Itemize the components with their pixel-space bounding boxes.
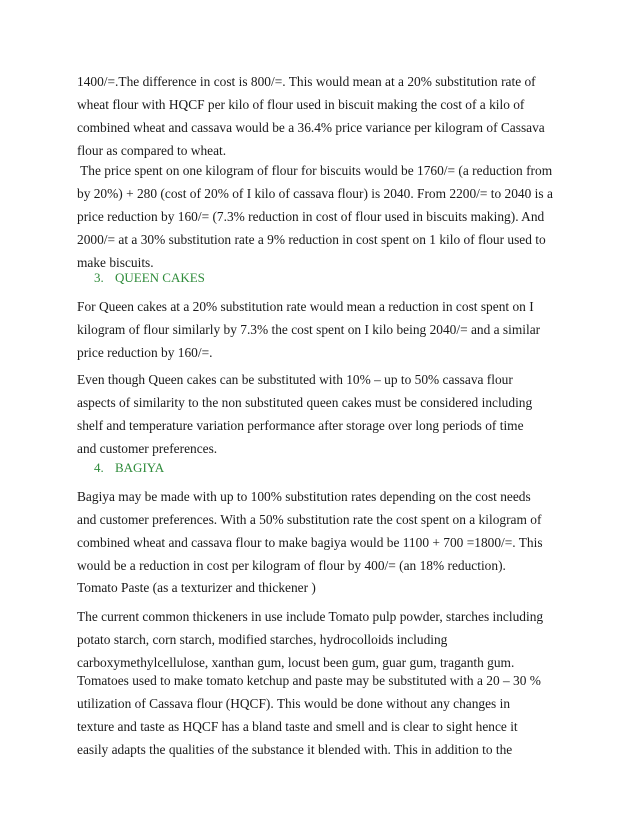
text-line: flour as compared to wheat. — [77, 143, 227, 158]
text-line: utilization of Cassava flour (HQCF). This would be done without any changes in — [77, 696, 511, 711]
text-line: aspects of similarity to the non substituted queen cakes must be considered including — [77, 395, 533, 410]
text-line: price reduction by 160/=. — [77, 345, 213, 360]
heading-number: 4. — [94, 460, 104, 475]
text-line: carboxymethylcellulose, xanthan gum, locust been gum, guar gum, traganth gum. — [77, 655, 515, 670]
heading-text: BAGIYA — [115, 460, 165, 475]
heading-text: QUEEN CAKES — [115, 270, 205, 285]
paragraph-bagiya — [77, 485, 565, 577]
section-heading-queen-cakes — [94, 268, 205, 288]
text-line: Tomato Paste (as a texturizer and thickener ) — [77, 580, 316, 595]
text-line: make biscuits. — [77, 255, 154, 270]
text-line: 1400/=.The difference in cost is 800/=. This would mean at a 20% substitution rate of — [77, 74, 536, 89]
text-line: and customer preferences. — [77, 441, 218, 456]
text-line: combined wheat and cassava flour to make bagiya would be 1100 + 700 =1800/=. This — [77, 535, 543, 550]
text-line: 2000/= at a 30% substitution rate a 9% reduction in cost spent on 1 kilo of flour used to — [77, 232, 546, 247]
paragraph-tomato-paste-title — [77, 576, 565, 599]
text-line: The current common thickeners in use include Tomato pulp powder, starches including — [77, 609, 544, 624]
text-line: by 20%) + 280 (cost of 20% of I kilo of cassava flour) is 2040. From 2200/= to 2040 is a — [77, 186, 553, 201]
text-line: The price spent on one kilogram of flour for biscuits would be 1760/= (a reduction from — [77, 163, 553, 178]
text-line: Tomatoes used to make tomato ketchup and paste may be substituted with a 20 – 30 % — [77, 673, 541, 688]
text-line: shelf and temperature variation performance after storage over long periods of time — [77, 418, 524, 433]
text-line: easily adapts the qualities of the substance it blended with. This in addition to the — [77, 742, 513, 757]
text-line: potato starch, corn starch, modified starches, hydrocolloids including — [77, 632, 448, 647]
paragraph-thickeners — [77, 605, 565, 674]
text-line: kilogram of flour similarly by 7.3% the cost spent on I kilo being 2040/= and a similar — [77, 322, 541, 337]
text-line: combined wheat and cassava would be a 36.4% price variance per kilogram of Cassava — [77, 120, 545, 135]
paragraph-queen-cakes-substitution — [77, 368, 565, 460]
text-line: Even though Queen cakes can be substituted with 10% – up to 50% cassava flour — [77, 372, 513, 387]
text-line: would be a reduction in cost per kilogram of flour by 400/= (an 18% reduction). — [77, 558, 506, 573]
text-line: wheat flour with HQCF per kilo of flour used in biscuit making the cost of a kilo of — [77, 97, 525, 112]
text-line: For Queen cakes at a 20% substitution rate would mean a reduction in cost spent on I — [77, 299, 534, 314]
paragraph-queen-cakes-cost — [77, 295, 565, 364]
paragraph-tomatoes-substitution — [77, 669, 565, 761]
text-line: and customer preferences. With a 50% substitution rate the cost spent on a kilogram of — [77, 512, 542, 527]
paragraph-biscuit-cost — [77, 70, 565, 162]
text-line: Bagiya may be made with up to 100% substitution rates depending on the cost needs — [77, 489, 531, 504]
paragraph-biscuit-price — [77, 159, 565, 274]
heading-number: 3. — [94, 270, 104, 285]
text-line: price reduction by 160/= (7.3% reduction in cost of flour used in biscuits making). And — [77, 209, 545, 224]
text-line: texture and taste as HQCF has a bland taste and smell and is clear to sight hence it — [77, 719, 518, 734]
section-heading-bagiya — [94, 458, 164, 478]
